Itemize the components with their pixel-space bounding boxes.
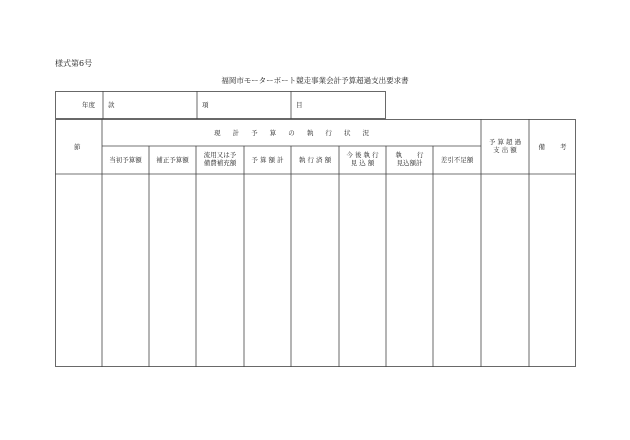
transfer-supplement-header [196,151,244,167]
header-row [55,91,386,119]
excess-expenditure-header [481,138,529,154]
document-title: 福岡市モーターボート競走事業会計予算超過支出要求書 [221,76,409,85]
exec-line1: 執 行 [395,151,424,159]
moku-label: 目 [296,101,303,109]
transfer-line1: 流用又は予 [203,151,237,159]
supplementary-budget-header: 補正予算額 [156,156,189,164]
budget-total-header: 予 算 額 計 [251,156,284,164]
initial-budget-header: 当初予算額 [109,156,142,164]
shortfall-header: 差引不足額 [440,156,474,164]
kou-label: 項 [202,101,209,109]
future-line1: 今 後 執 行 [346,151,379,159]
future-execution-header [339,151,386,167]
execution-status-header: 現 計 予 算 の 執 行 状 況 [213,129,370,137]
header-row-lines [55,91,386,119]
estimated-execution-total-header [386,151,433,167]
remarks-header: 備 考 [538,143,567,151]
future-line2: 見 込 額 [350,159,375,168]
excess-line1: 予 算 超 過 [488,138,522,146]
year-label: 年度 [82,101,95,109]
excess-line2: 支 出 額 [493,146,517,155]
kan-label: 款 [108,101,115,109]
exec-line2: 見込額計 [396,159,423,168]
form-number: 様式第6号 [55,59,93,68]
setsu-header: 節 [74,143,81,151]
transfer-line2: 備費補充額 [203,159,237,168]
budget-table [55,119,576,367]
executed-header: 執 行 済 額 [298,156,332,164]
